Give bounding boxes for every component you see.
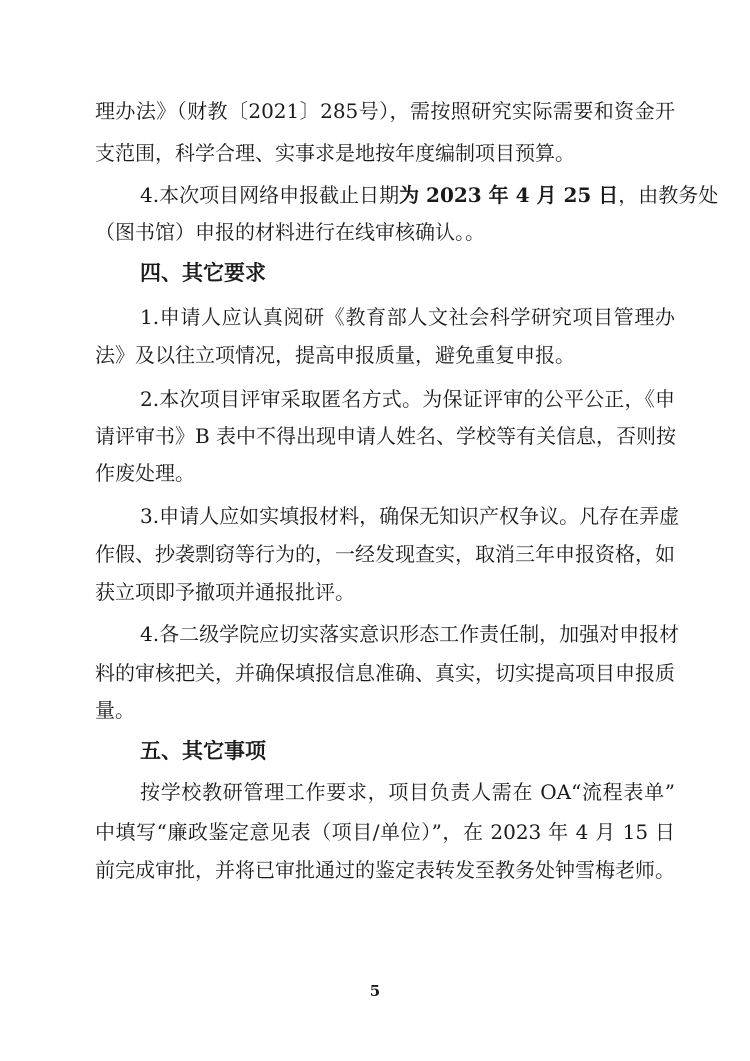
text-line: 作废处理。 [95,461,195,485]
text-line: 1.申请人应认真阅研《教育部人文社会科学研究项目管理办 [140,305,675,329]
text-line: 量。 [95,698,135,722]
text-line: 获立项即予撤项并通报批评。 [95,580,355,604]
text-line: 请评审书》B 表中不得出现申请人姓名、学校等有关信息，否则按 [95,424,677,448]
text-line: 法》及以往立项情况，提高申报质量，避免重复申报。 [95,343,575,367]
text-line: 前完成审批，并将已审批通过的鉴定表转发至教务处钟雪梅老师。 [95,858,675,882]
text-line: 按学校教研管理工作要求，项目负责人需在 OA“流程表单” [140,780,675,804]
text-line: 料的审核把关，并确保填报信息准确、真实，切实提高项目申报质 [95,661,675,685]
text-line: 3.申请人应如实填报材料，确保无知识产权争议。凡存在弄虚 [140,504,680,528]
text-line: （图书馆）申报的材料进行在线审核确认。。 [95,220,485,244]
text-line: 作假、抄袭剽窃等行为的，一经发现查实，取消三年申报资格，如 [95,542,675,566]
section-heading: 四、其它要求 [140,261,266,285]
text-run: ，由教务处 [618,183,719,207]
text-run: 4.本次项目网络申报截止日期 [140,183,400,207]
text-line: 4.各二级学院应切实落实意识形态工作责任制，加强对申报材 [140,622,680,646]
text-line: 支范围，科学合理、实事求是地按年度编制项目预算。 [95,141,575,165]
text-line [140,181,719,209]
text-line: 理办法》（财教〔2021〕285号），需按照研究实际需要和资金开 [95,99,675,123]
text-line: 2.本次项目评审采取匿名方式。为保证评审的公平公正，《申 [140,387,675,411]
deadline-emphasis: 为 2023 年 4 月 25 日 [399,183,619,207]
text-line: 中填写“廉政鉴定意见表（项目/单位）”，在 2023 年 4 月 15 日 [95,820,675,844]
section-heading: 五、其它事项 [140,739,266,763]
page-number: 5 [369,982,381,1000]
